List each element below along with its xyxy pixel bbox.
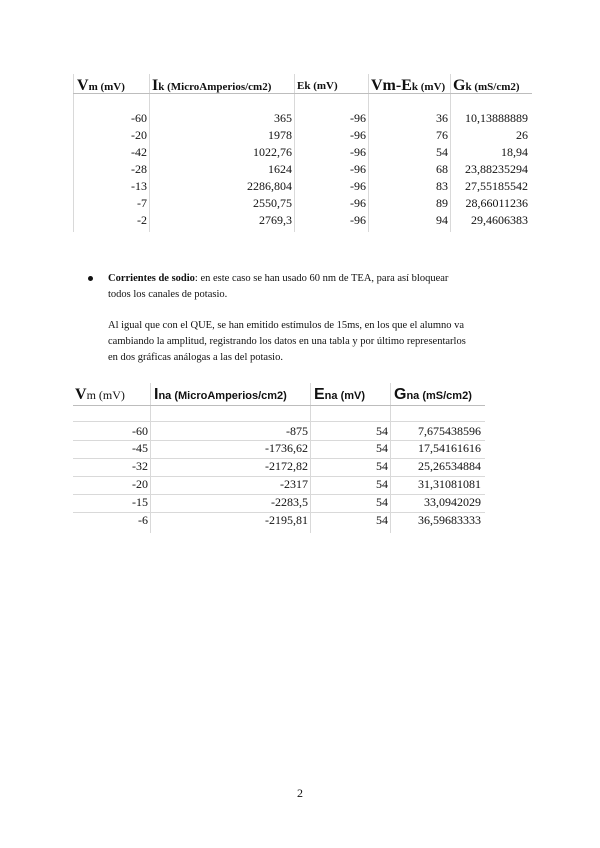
cell-vm: -13 bbox=[131, 179, 147, 193]
body-paragraph bbox=[108, 318, 466, 366]
bullet-title: Corrientes de sodio bbox=[108, 273, 195, 284]
cell-vm: -28 bbox=[131, 162, 147, 176]
cell-ik: 1624 bbox=[268, 162, 292, 176]
col-header-vm: Vm (mV) bbox=[77, 77, 125, 94]
col-header-ina: Ina (MicroAmperios/cm2) bbox=[154, 386, 287, 403]
cell-ik: 1022,76 bbox=[253, 145, 292, 159]
cell-vm-ek: 76 bbox=[436, 128, 448, 142]
cell-ina: -2283,5 bbox=[271, 495, 308, 509]
cell-ena: 54 bbox=[376, 495, 388, 509]
cell-ina: -1736,62 bbox=[265, 441, 308, 455]
cell-gk: 23,88235294 bbox=[465, 162, 528, 176]
cell-ina: -2195,81 bbox=[265, 513, 308, 527]
cell-vm-ek: 89 bbox=[436, 196, 448, 210]
cell-gna: 36,59683333 bbox=[418, 513, 481, 527]
cell-gna: 33,0942029 bbox=[424, 495, 481, 509]
cell-vm: -60 bbox=[132, 424, 148, 438]
cell-gna: 31,31081081 bbox=[418, 477, 481, 491]
cell-vm-ek: 68 bbox=[436, 162, 448, 176]
cell-ina: -2317 bbox=[280, 477, 308, 491]
col-header-ik: Ik (MicroAmperios/cm2) bbox=[152, 77, 272, 94]
cell-gk: 27,55185542 bbox=[465, 179, 528, 193]
cell-vm-ek: 94 bbox=[436, 213, 448, 227]
cell-ek: -96 bbox=[350, 128, 366, 142]
bullet-dot bbox=[88, 276, 93, 281]
cell-ik: 2769,3 bbox=[259, 213, 292, 227]
cell-ek: -96 bbox=[350, 196, 366, 210]
cell-vm: -32 bbox=[132, 459, 148, 473]
cell-vm: -15 bbox=[132, 495, 148, 509]
col-header-gna: Gna (mS/cm2) bbox=[394, 386, 472, 403]
cell-gna: 25,26534884 bbox=[418, 459, 481, 473]
cell-ena: 54 bbox=[376, 441, 388, 455]
cell-vm: -2 bbox=[137, 213, 147, 227]
bullet-line-2: todos los canales de potasio. bbox=[108, 289, 228, 300]
header-underline bbox=[73, 405, 485, 406]
col-header-ena: Ena (mV) bbox=[314, 386, 366, 403]
cell-ek: -96 bbox=[350, 145, 366, 159]
cell-vm: -60 bbox=[131, 111, 147, 125]
cell-vm: -20 bbox=[131, 128, 147, 142]
col-header-ek: Ek (mV) bbox=[297, 80, 338, 92]
cell-ek: -96 bbox=[350, 179, 366, 193]
cell-ena: 54 bbox=[376, 459, 388, 473]
cell-ek: -96 bbox=[350, 111, 366, 125]
cell-ek: -96 bbox=[350, 213, 366, 227]
cell-gk: 18,94 bbox=[501, 145, 528, 159]
cell-gk: 26 bbox=[516, 128, 528, 142]
cell-ik: 2286,804 bbox=[247, 179, 292, 193]
cell-vm: -7 bbox=[137, 196, 147, 210]
cell-gk: 10,13888889 bbox=[465, 111, 528, 125]
cell-ik: 365 bbox=[274, 111, 292, 125]
paragraph-line: en dos gráficas análogas a las del potasio. bbox=[108, 352, 283, 363]
cell-ek: -96 bbox=[350, 162, 366, 176]
cell-vm: -45 bbox=[132, 441, 148, 455]
cell-gna: 7,675438596 bbox=[418, 424, 481, 438]
bullet-line-1: Corrientes de sodio: en este caso se han usado 60 nm de TEA, para así bloquear bbox=[108, 273, 449, 284]
cell-vm: -6 bbox=[138, 513, 148, 527]
col-header-vm-ek: Vm-Ek (mV) bbox=[371, 77, 446, 94]
cell-gna: 17,54161616 bbox=[418, 441, 481, 455]
col-header-gk: Gk (mS/cm2) bbox=[453, 77, 520, 94]
cell-vm-ek: 36 bbox=[436, 111, 448, 125]
cell-vm: -42 bbox=[131, 145, 147, 159]
cell-ina: -2172,82 bbox=[265, 459, 308, 473]
cell-gk: 28,66011236 bbox=[465, 196, 528, 210]
cell-gk: 29,4606383 bbox=[471, 213, 528, 227]
cell-vm-ek: 54 bbox=[436, 145, 448, 159]
cell-ina: -875 bbox=[286, 424, 308, 438]
paragraph-line: cambiando la amplitud, registrando los datos en una tabla y por último representarlos bbox=[108, 336, 466, 347]
bullet-paragraph bbox=[108, 271, 448, 303]
cell-ik: 1978 bbox=[268, 128, 292, 142]
paragraph-line: Al igual que con el QUE, se han emitido estímulos de 15ms, en los que el alumno va bbox=[108, 320, 465, 331]
grid-line bbox=[73, 421, 485, 422]
page-number: 2 bbox=[297, 786, 303, 800]
cell-vm: -20 bbox=[132, 477, 148, 491]
col-header-vm: Vm (mV) bbox=[75, 386, 125, 403]
cell-ena: 54 bbox=[376, 424, 388, 438]
cell-ena: 54 bbox=[376, 513, 388, 527]
cell-ik: 2550,75 bbox=[253, 196, 292, 210]
cell-ena: 54 bbox=[376, 477, 388, 491]
cell-vm-ek: 83 bbox=[436, 179, 448, 193]
